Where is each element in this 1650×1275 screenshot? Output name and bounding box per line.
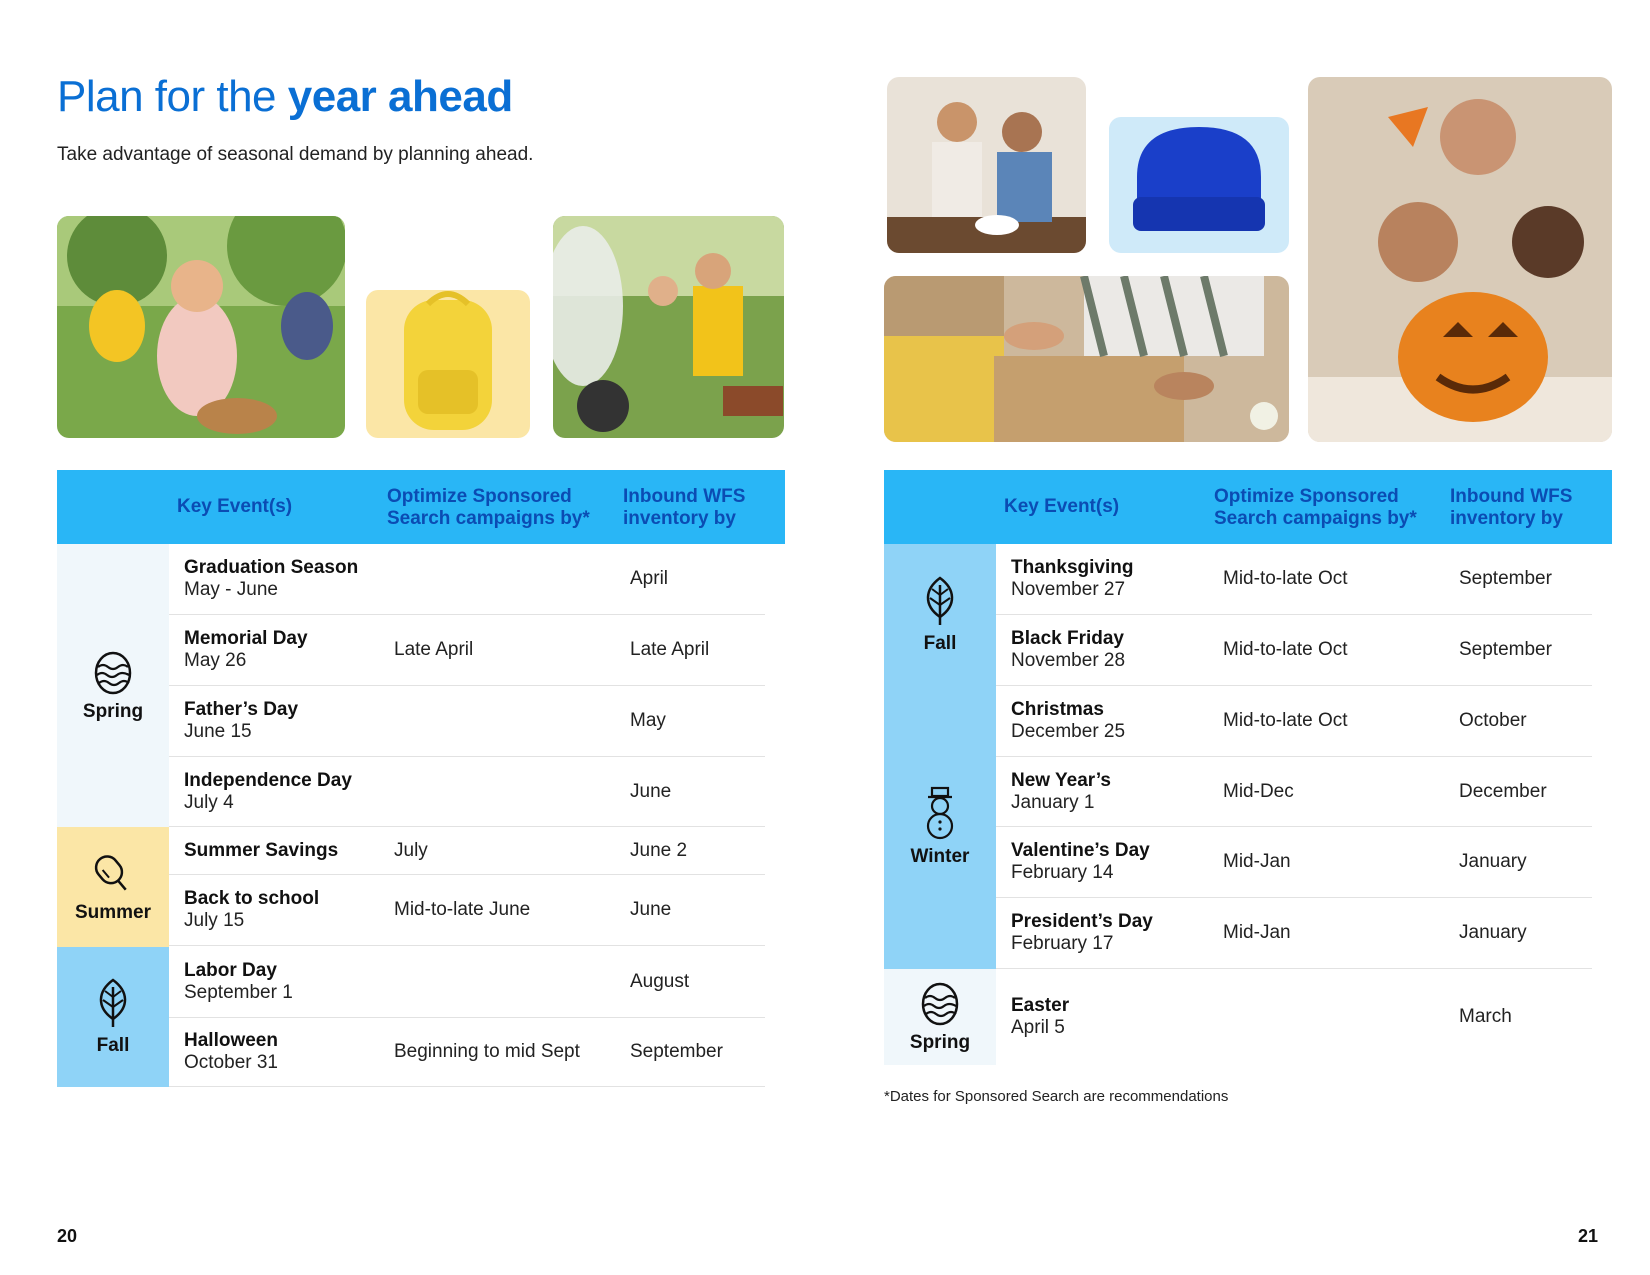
- inbound-date: June: [630, 899, 672, 920]
- page-title: [57, 72, 513, 122]
- table-row: [996, 757, 1592, 827]
- event-date: February 17: [1011, 933, 1114, 954]
- season-name: Spring: [82, 700, 144, 722]
- inbound-date: January: [1459, 922, 1527, 943]
- table-row: [996, 686, 1592, 757]
- header-key-events: Key Event(s): [177, 496, 293, 517]
- event-name: Valentine’s Day: [1011, 840, 1150, 861]
- season-name: Summer: [74, 902, 152, 923]
- easter-kids-photo: [57, 216, 345, 438]
- event-date: April 5: [1011, 1017, 1065, 1038]
- page-number-left: 20: [57, 1226, 78, 1246]
- season-summer: [57, 827, 169, 947]
- sponsored-date: Mid-to-late Oct: [1223, 710, 1348, 731]
- header-sponsored-line2: Search campaigns by*: [1214, 508, 1417, 529]
- inbound-date: August: [630, 971, 690, 992]
- table-row: [996, 544, 1592, 615]
- table-header: [57, 470, 785, 544]
- snowman-icon: [920, 786, 960, 840]
- sponsored-date: July: [394, 839, 428, 861]
- event-name: Thanksgiving: [1011, 557, 1134, 578]
- sponsored-date: Mid-to-late Oct: [1223, 568, 1348, 589]
- sponsored-date: Mid-to-late Oct: [1223, 639, 1348, 660]
- table-row: [169, 875, 765, 946]
- left-events-table: [57, 470, 785, 1087]
- header-inbound-line2: inventory by: [1450, 508, 1563, 529]
- header-sponsored-line1: Optimize Sponsored: [1214, 486, 1399, 507]
- event-date: December 25: [1011, 721, 1126, 742]
- gift-wrapping-photo: [884, 276, 1289, 442]
- sponsored-date: Mid-Dec: [1223, 780, 1294, 802]
- header-inbound-line2: inventory by: [623, 508, 736, 529]
- sponsored-date: Mid-to-late June: [394, 899, 531, 920]
- inbound-date: September: [630, 1041, 723, 1062]
- event-date: November 28: [1011, 650, 1126, 671]
- header-sponsored-line2: Search campaigns by*: [387, 508, 590, 529]
- event-name: Christmas: [1011, 699, 1104, 720]
- header-inbound-line1: Inbound WFS: [623, 486, 746, 507]
- event-date: January 1: [1011, 791, 1095, 813]
- inbound-date: April: [630, 568, 669, 589]
- inbound-date: January: [1459, 851, 1527, 872]
- sponsored-date: Beginning to mid Sept: [394, 1041, 580, 1062]
- event-date: May 26: [184, 650, 247, 671]
- season-fall: [57, 947, 169, 1087]
- inbound-date: October: [1459, 710, 1527, 731]
- inbound-date: Late April: [630, 639, 710, 660]
- season-name: Fall: [96, 1035, 130, 1056]
- table-row: [996, 827, 1592, 898]
- header-inbound-line1: Inbound WFS: [1450, 486, 1573, 507]
- header-inbound: [1450, 486, 1572, 530]
- season-winter: [884, 685, 996, 969]
- table-row: [169, 827, 765, 875]
- footnote: *Dates for Sponsored Search are recommendations: [884, 1088, 1229, 1105]
- event-date: May - June: [184, 579, 278, 600]
- event-name: Father’s Day: [184, 699, 299, 720]
- table-row: [169, 686, 765, 757]
- season-spring: [57, 544, 169, 827]
- event-date: September 1: [184, 982, 293, 1003]
- table-row: [996, 615, 1592, 686]
- inbound-date: June: [630, 780, 672, 802]
- table-row: [169, 1018, 765, 1087]
- event-name: Labor Day: [184, 960, 277, 981]
- season-name: Winter: [910, 846, 970, 867]
- table-row: [996, 969, 1592, 1065]
- leaf-icon: [919, 575, 961, 627]
- event-name: Independence Day: [184, 769, 352, 791]
- event-name: Memorial Day: [184, 628, 308, 649]
- sponsored-date: Late April: [394, 639, 474, 660]
- family-pumpkin-photo: [1308, 77, 1612, 442]
- season-name: Fall: [923, 632, 957, 654]
- inbound-date: May: [630, 710, 666, 731]
- header-sponsored: [1214, 486, 1417, 530]
- event-name: New Year’s: [1011, 769, 1112, 791]
- table-row: [169, 615, 765, 686]
- season-fall: [884, 544, 996, 685]
- popsicle-icon: [90, 850, 136, 896]
- event-date: July 15: [184, 910, 245, 931]
- inbound-date: September: [1459, 568, 1552, 589]
- table-row: [996, 898, 1592, 969]
- event-date: June 15: [184, 721, 252, 742]
- inbound-date: June 2: [630, 839, 688, 861]
- page-number-right: 21: [1578, 1226, 1599, 1246]
- header-sponsored: [387, 486, 590, 530]
- right-events-table: [884, 470, 1612, 1065]
- sponsored-date: Mid-Jan: [1223, 922, 1291, 943]
- header-inbound: [623, 486, 745, 530]
- event-name: Summer Savings: [184, 839, 339, 861]
- table-row: [169, 947, 765, 1018]
- event-date: February 14: [1011, 862, 1114, 883]
- inbound-date: December: [1459, 780, 1547, 802]
- sponsored-date: Mid-Jan: [1223, 851, 1291, 872]
- blue-beanie-photo: [1109, 117, 1289, 253]
- season-name: Spring: [909, 1032, 971, 1053]
- event-name: President’s Day: [1011, 911, 1153, 932]
- header-key-events: Key Event(s): [1004, 496, 1120, 517]
- event-date: November 27: [1011, 579, 1126, 600]
- event-name: Halloween: [184, 1030, 278, 1051]
- table-row: [169, 757, 765, 827]
- egg-icon: [920, 980, 960, 1026]
- event-name: Easter: [1011, 995, 1070, 1016]
- table-header: [884, 470, 1612, 544]
- inbound-date: March: [1459, 1006, 1512, 1027]
- family-bbq-photo: [553, 216, 784, 438]
- title-bold: year ahead: [287, 72, 513, 121]
- family-baking-photo: [887, 77, 1086, 253]
- page-subtitle: Take advantage of seasonal demand by planning ahead.: [57, 144, 534, 165]
- yellow-backpack-photo: [366, 290, 530, 438]
- event-name: Back to school: [184, 888, 320, 909]
- header-sponsored-line1: Optimize Sponsored: [387, 486, 572, 507]
- table-row: [169, 544, 765, 615]
- inbound-date: September: [1459, 639, 1552, 660]
- egg-icon: [93, 649, 133, 695]
- event-name: Graduation Season: [184, 557, 359, 578]
- event-name: Black Friday: [1011, 628, 1124, 649]
- event-date: July 4: [184, 791, 234, 813]
- event-date: October 31: [184, 1052, 278, 1073]
- season-spring: [884, 969, 996, 1065]
- title-regular: Plan for the: [57, 72, 288, 121]
- leaf-icon: [92, 977, 134, 1029]
